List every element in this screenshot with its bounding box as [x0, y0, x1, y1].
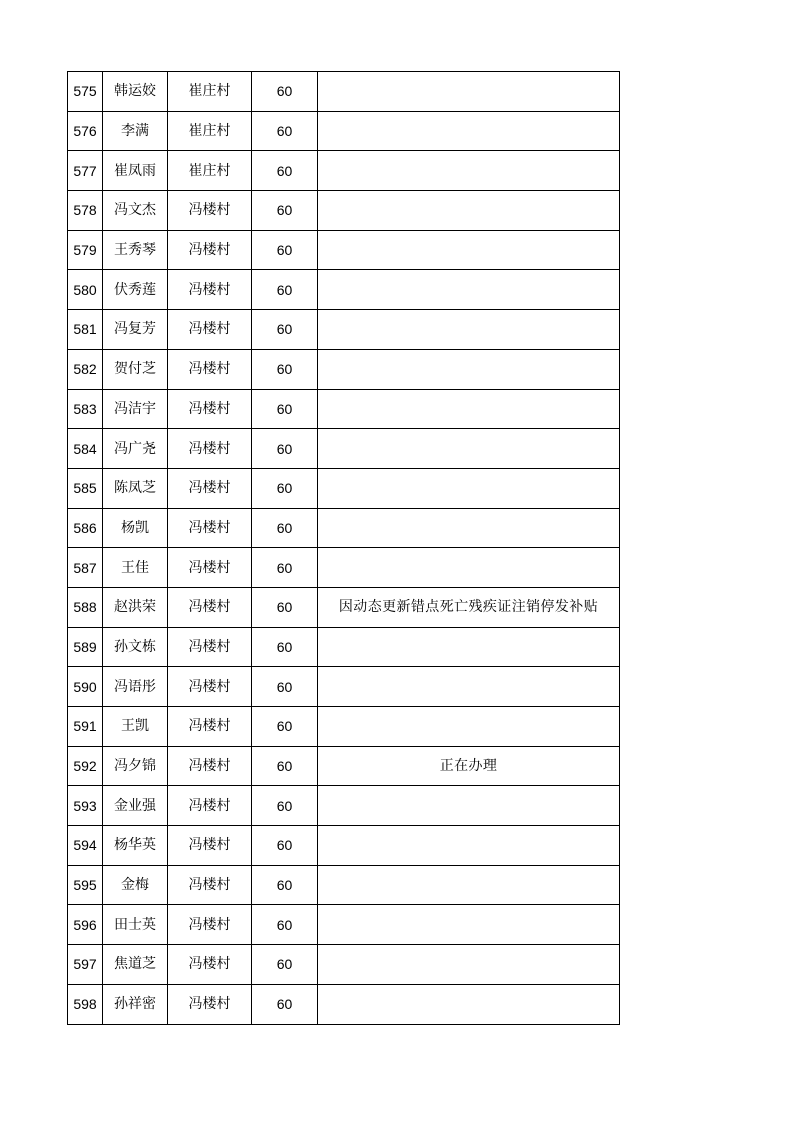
name-cell: 冯语彤 — [103, 667, 168, 707]
village-cell: 冯楼村 — [168, 310, 252, 350]
amount-cell: 60 — [252, 786, 318, 826]
note-cell — [318, 905, 620, 945]
row-number-cell: 582 — [68, 349, 103, 389]
row-number-cell: 597 — [68, 945, 103, 985]
table-row — [68, 786, 620, 826]
table-row — [68, 349, 620, 389]
row-number-cell: 589 — [68, 627, 103, 667]
row-number-cell: 576 — [68, 111, 103, 151]
note-cell — [318, 191, 620, 231]
name-cell: 焦道芝 — [103, 945, 168, 985]
village-cell: 冯楼村 — [168, 548, 252, 588]
row-number-cell: 598 — [68, 984, 103, 1024]
table-row — [68, 746, 620, 786]
note-cell — [318, 826, 620, 866]
village-cell: 冯楼村 — [168, 905, 252, 945]
amount-cell: 60 — [252, 429, 318, 469]
name-cell: 李满 — [103, 111, 168, 151]
amount-cell: 60 — [252, 111, 318, 151]
note-cell — [318, 548, 620, 588]
village-cell: 冯楼村 — [168, 667, 252, 707]
table-row — [68, 389, 620, 429]
village-cell: 冯楼村 — [168, 707, 252, 747]
name-cell: 冯文杰 — [103, 191, 168, 231]
row-number-cell: 583 — [68, 389, 103, 429]
village-cell: 冯楼村 — [168, 826, 252, 866]
records-table — [67, 71, 620, 1025]
village-cell: 冯楼村 — [168, 627, 252, 667]
table-row — [68, 508, 620, 548]
table-row — [68, 429, 620, 469]
table-row — [68, 111, 620, 151]
table-row — [68, 468, 620, 508]
amount-cell: 60 — [252, 548, 318, 588]
name-cell: 冯广尧 — [103, 429, 168, 469]
name-cell: 杨华英 — [103, 826, 168, 866]
amount-cell: 60 — [252, 905, 318, 945]
village-cell: 冯楼村 — [168, 945, 252, 985]
village-cell: 冯楼村 — [168, 191, 252, 231]
name-cell: 陈凤芝 — [103, 468, 168, 508]
note-cell — [318, 111, 620, 151]
name-cell: 冯复芳 — [103, 310, 168, 350]
amount-cell: 60 — [252, 945, 318, 985]
table-row — [68, 72, 620, 112]
note-cell — [318, 468, 620, 508]
name-cell: 孙文栋 — [103, 627, 168, 667]
name-cell: 冯夕锦 — [103, 746, 168, 786]
note-cell — [318, 151, 620, 191]
village-cell: 冯楼村 — [168, 746, 252, 786]
row-number-cell: 575 — [68, 72, 103, 112]
amount-cell: 60 — [252, 627, 318, 667]
records-table-body — [68, 72, 620, 1025]
name-cell: 冯洁宇 — [103, 389, 168, 429]
note-cell — [318, 349, 620, 389]
amount-cell: 60 — [252, 230, 318, 270]
note-cell — [318, 865, 620, 905]
table-row — [68, 587, 620, 627]
table-row — [68, 984, 620, 1024]
note-cell — [318, 984, 620, 1024]
village-cell: 崔庄村 — [168, 111, 252, 151]
table-row — [68, 945, 620, 985]
row-number-cell: 593 — [68, 786, 103, 826]
note-cell: 正在办理 — [318, 746, 620, 786]
row-number-cell: 580 — [68, 270, 103, 310]
amount-cell: 60 — [252, 310, 318, 350]
row-number-cell: 592 — [68, 746, 103, 786]
name-cell: 赵洪荣 — [103, 587, 168, 627]
name-cell: 崔凤雨 — [103, 151, 168, 191]
name-cell: 伏秀莲 — [103, 270, 168, 310]
row-number-cell: 594 — [68, 826, 103, 866]
village-cell: 冯楼村 — [168, 786, 252, 826]
village-cell: 冯楼村 — [168, 270, 252, 310]
amount-cell: 60 — [252, 508, 318, 548]
amount-cell: 60 — [252, 587, 318, 627]
village-cell: 冯楼村 — [168, 230, 252, 270]
amount-cell: 60 — [252, 667, 318, 707]
village-cell: 崔庄村 — [168, 151, 252, 191]
table-row — [68, 865, 620, 905]
amount-cell: 60 — [252, 72, 318, 112]
amount-cell: 60 — [252, 746, 318, 786]
table-row — [68, 270, 620, 310]
row-number-cell: 588 — [68, 587, 103, 627]
note-cell — [318, 389, 620, 429]
amount-cell: 60 — [252, 865, 318, 905]
name-cell: 孙祥密 — [103, 984, 168, 1024]
table-row — [68, 627, 620, 667]
village-cell: 崔庄村 — [168, 72, 252, 112]
table-row — [68, 230, 620, 270]
note-cell — [318, 508, 620, 548]
table-row — [68, 191, 620, 231]
name-cell: 金梅 — [103, 865, 168, 905]
village-cell: 冯楼村 — [168, 349, 252, 389]
row-number-cell: 584 — [68, 429, 103, 469]
amount-cell: 60 — [252, 707, 318, 747]
village-cell: 冯楼村 — [168, 429, 252, 469]
name-cell: 王秀琴 — [103, 230, 168, 270]
table-row — [68, 548, 620, 588]
note-cell: 因动态更新错点死亡残疾证注销停发补贴 — [318, 587, 620, 627]
row-number-cell: 590 — [68, 667, 103, 707]
note-cell — [318, 786, 620, 826]
amount-cell: 60 — [252, 270, 318, 310]
row-number-cell: 596 — [68, 905, 103, 945]
row-number-cell: 591 — [68, 707, 103, 747]
village-cell: 冯楼村 — [168, 389, 252, 429]
amount-cell: 60 — [252, 389, 318, 429]
row-number-cell: 585 — [68, 468, 103, 508]
note-cell — [318, 429, 620, 469]
amount-cell: 60 — [252, 191, 318, 231]
name-cell: 田士英 — [103, 905, 168, 945]
note-cell — [318, 270, 620, 310]
amount-cell: 60 — [252, 151, 318, 191]
amount-cell: 60 — [252, 468, 318, 508]
note-cell — [318, 707, 620, 747]
amount-cell: 60 — [252, 984, 318, 1024]
table-row — [68, 905, 620, 945]
note-cell — [318, 310, 620, 350]
table-row — [68, 151, 620, 191]
row-number-cell: 581 — [68, 310, 103, 350]
table-row — [68, 667, 620, 707]
village-cell: 冯楼村 — [168, 984, 252, 1024]
table-row — [68, 310, 620, 350]
village-cell: 冯楼村 — [168, 468, 252, 508]
name-cell: 杨凯 — [103, 508, 168, 548]
note-cell — [318, 230, 620, 270]
note-cell — [318, 945, 620, 985]
name-cell: 贺付芝 — [103, 349, 168, 389]
note-cell — [318, 667, 620, 707]
village-cell: 冯楼村 — [168, 587, 252, 627]
amount-cell: 60 — [252, 826, 318, 866]
village-cell: 冯楼村 — [168, 508, 252, 548]
row-number-cell: 586 — [68, 508, 103, 548]
row-number-cell: 595 — [68, 865, 103, 905]
row-number-cell: 578 — [68, 191, 103, 231]
note-cell — [318, 72, 620, 112]
name-cell: 金业强 — [103, 786, 168, 826]
table-row — [68, 707, 620, 747]
amount-cell: 60 — [252, 349, 318, 389]
village-cell: 冯楼村 — [168, 865, 252, 905]
name-cell: 王佳 — [103, 548, 168, 588]
note-cell — [318, 627, 620, 667]
row-number-cell: 579 — [68, 230, 103, 270]
row-number-cell: 587 — [68, 548, 103, 588]
row-number-cell: 577 — [68, 151, 103, 191]
name-cell: 韩运姣 — [103, 72, 168, 112]
table-row — [68, 826, 620, 866]
name-cell: 王凯 — [103, 707, 168, 747]
